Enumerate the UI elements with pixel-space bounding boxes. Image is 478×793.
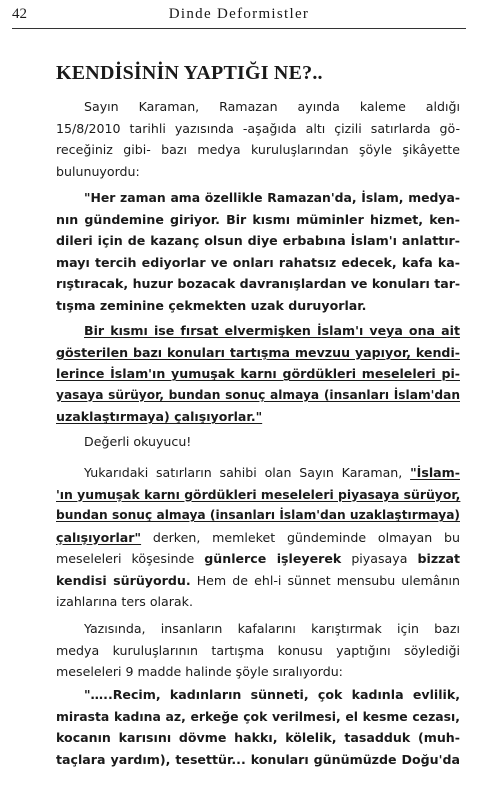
text-line: "…..Recim, kadınların sünneti, çok kadınla evlilik, bbox=[84, 687, 460, 702]
text-line: dileri için de kazanç olsun diye erbabına İslam'ı anlattır- bbox=[56, 233, 460, 248]
text-line: gösterilen bazı konuları tartışma mevzuu yapıyor, kendi- bbox=[56, 344, 460, 360]
text-segment: meseleleri köşesinde bbox=[56, 551, 205, 566]
text-line: mirasta kadına az, erkeğe çok verilmesi, el kesme cezası, bbox=[56, 708, 460, 724]
page-number: 42 bbox=[12, 6, 27, 22]
text-line: receğiniz gibi- bazı medya kuruluşlarından şöyle şikâyette bbox=[56, 142, 460, 157]
text-line: Sayın Karaman, Ramazan ayında kaleme aldığı bbox=[84, 99, 460, 114]
text-segment: piyasaya bbox=[341, 551, 418, 566]
paragraph-list-intro bbox=[56, 618, 460, 683]
text-line: Bir kısmı ise fırsat elvermişken İslam'ı veya ona ait bbox=[84, 323, 460, 338]
bold-segment: bizzat bbox=[417, 551, 460, 566]
text-line: bundan sonuç almaya (insanları İslam'dan uzaklaştırmaya) bbox=[56, 508, 460, 522]
text-line bbox=[56, 548, 460, 570]
text-line: Yazısında, insanların kafalarını karıştırmak için bazı bbox=[84, 621, 460, 636]
text-line: "Her zaman ama özellikle Ramazan'da, İslam, medya- bbox=[84, 190, 460, 205]
paragraph-address bbox=[56, 431, 460, 453]
text-line: lerince İslam'ın yumuşak karnı gördükleri meseleleri pi- bbox=[56, 366, 460, 381]
quoted-segment: çalışıyorlar" bbox=[56, 529, 142, 545]
quote-block-2-underlined bbox=[56, 320, 460, 428]
running-title: Dinde Deformistler bbox=[168, 6, 310, 22]
text-line: Değerli okuyucu! bbox=[84, 434, 192, 449]
text-line: mayı tercih ediyorlar ve onları rahatsız edecek, kafa ka- bbox=[56, 254, 460, 270]
text-line: tışma zeminine çekmekten uzak duruyorlar. bbox=[56, 297, 367, 313]
text-line: yasaya sürüyor, bundan sonuç almaya (insanları İslam'dan bbox=[56, 387, 460, 402]
quote-block-1 bbox=[56, 187, 460, 316]
text-line: kocanın karısını dövme hakkı, kölelik, tasadduk (muh- bbox=[56, 730, 460, 745]
paragraph-intro bbox=[56, 96, 460, 182]
text-segment: Yukarıdaki satırların sahibi olan Sayın Karaman, bbox=[84, 465, 411, 480]
bold-segment: günlerce işleyerek bbox=[204, 551, 342, 566]
text-line bbox=[56, 462, 460, 484]
text-line: bulunuyordu: bbox=[56, 163, 140, 179]
quote-block-3 bbox=[56, 684, 460, 770]
text-line: medya kuruluşlarının tartışma konusu yaptığını söylediği bbox=[56, 642, 460, 658]
text-line: nın gündemine giriyor. Bir kısmı müminler hizmet, ken- bbox=[56, 211, 460, 227]
text-line: 'ın yumuşak karnı gördükleri meseleleri piyasaya sürüyor, bbox=[56, 486, 461, 502]
bold-segment: kendisi sürüyordu. bbox=[56, 572, 191, 588]
text-line: 15/8/2010 tarihli yazısında -aşağıda altı çizili satırlarda gö- bbox=[56, 120, 460, 136]
text-segment: derken, memleket gündeminde olmayan bu bbox=[141, 529, 460, 545]
page-header bbox=[12, 6, 466, 26]
text-line: uzaklaştırmaya) çalışıyorlar." bbox=[56, 409, 263, 424]
paragraph-commentary bbox=[56, 462, 460, 613]
text-line: rıştıracak, huzur bozacak davranışlardan ve konuları tar- bbox=[56, 276, 461, 291]
text-line: izahlarına ters olarak. bbox=[56, 594, 193, 609]
text-line bbox=[56, 527, 460, 549]
text-segment: Hem de ehl-i sünnet mensubu ulemânın bbox=[190, 572, 460, 588]
header-divider bbox=[12, 28, 466, 29]
text-line: meseleleri 9 madde halinde şöyle sıralıyordu: bbox=[56, 664, 343, 679]
text-line: taçlara yardım), tesettür... konuları günümüzde Doğu'da bbox=[56, 751, 460, 767]
chapter-title: KENDİSİNİN YAPTIĞI NE?.. bbox=[56, 62, 323, 84]
quoted-segment: "İslam- bbox=[410, 465, 460, 480]
text-line bbox=[56, 570, 460, 592]
